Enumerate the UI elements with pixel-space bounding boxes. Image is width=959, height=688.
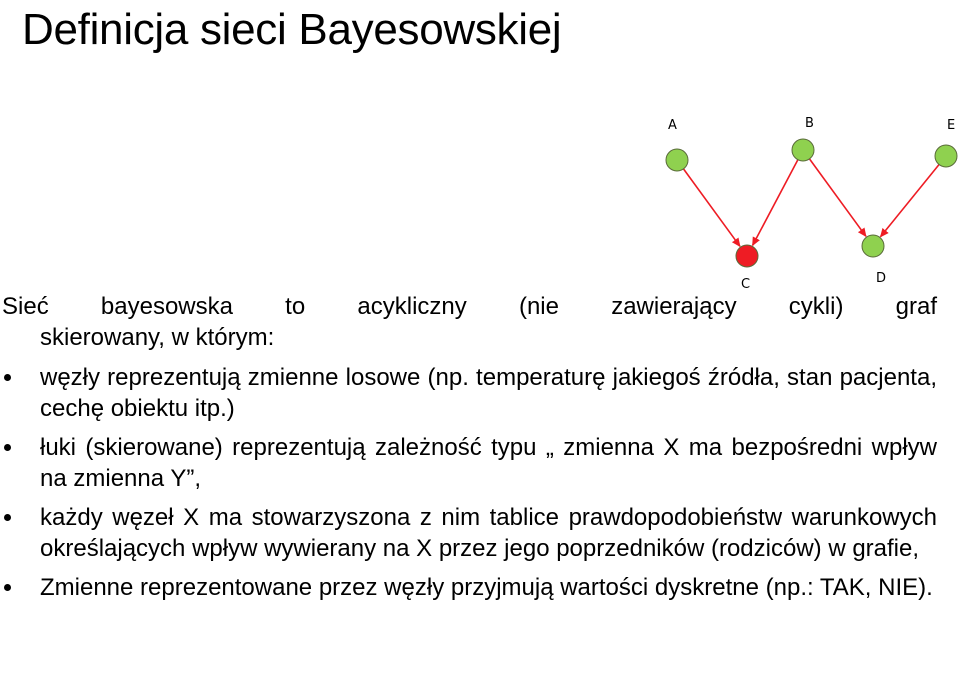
intro-paragraph bbox=[0, 291, 937, 353]
bullet-text: węzły reprezentują zmienne losowe (np. temperaturę jakiegoś źródła, stan pacjenta, cechę obiektu itp.) bbox=[40, 364, 937, 422]
node-label-b: B bbox=[805, 116, 814, 131]
node-label-a: A bbox=[668, 118, 677, 133]
node-a bbox=[666, 149, 688, 171]
node-c bbox=[736, 245, 758, 267]
bullet-dot-icon bbox=[4, 374, 11, 381]
node-b bbox=[792, 139, 814, 161]
slide-title: Definicja sieci Bayesowskiej bbox=[22, 5, 562, 54]
bullet-dot-icon bbox=[4, 514, 11, 521]
bullet-item bbox=[0, 432, 937, 494]
bullet-list bbox=[0, 362, 937, 603]
bullet-item bbox=[0, 362, 937, 424]
bullet-item bbox=[0, 572, 937, 603]
node-label-e: E bbox=[947, 118, 956, 133]
node-label-c: C bbox=[741, 277, 751, 292]
bullet-dot-icon bbox=[4, 444, 11, 451]
edge-e-d bbox=[881, 165, 940, 237]
bullet-text: łuki (skierowane) reprezentują zależność typu „ zmienna X ma bezpośredni wpływ na zmienna Y”, bbox=[40, 434, 937, 492]
node-d bbox=[862, 235, 884, 257]
bayesian-network-graph bbox=[640, 105, 959, 295]
edge-b-d bbox=[809, 159, 865, 236]
node-label-d: D bbox=[876, 271, 887, 286]
bullet-item bbox=[0, 502, 937, 564]
edge-a-c bbox=[683, 169, 739, 246]
intro-line-2: skierowany, w którym: bbox=[40, 324, 275, 351]
bullet-text: każdy węzeł X ma stowarzyszona z nim tablice prawdopodobieństw warunkowych określających wpływ wywierany na X przez jego poprzedników (rodziców) w grafie, bbox=[40, 504, 937, 562]
bullet-text: Zmienne reprezentowane przez węzły przyjmują wartości dyskretne (np.: TAK, NIE). bbox=[40, 574, 933, 601]
node-e bbox=[935, 145, 957, 167]
edge-b-c bbox=[753, 160, 798, 246]
bullet-dot-icon bbox=[4, 584, 11, 591]
intro-line-1: Sieć bayesowska to acykliczny (nie zawierający cykli) graf bbox=[2, 293, 937, 320]
slide-body bbox=[0, 291, 937, 603]
